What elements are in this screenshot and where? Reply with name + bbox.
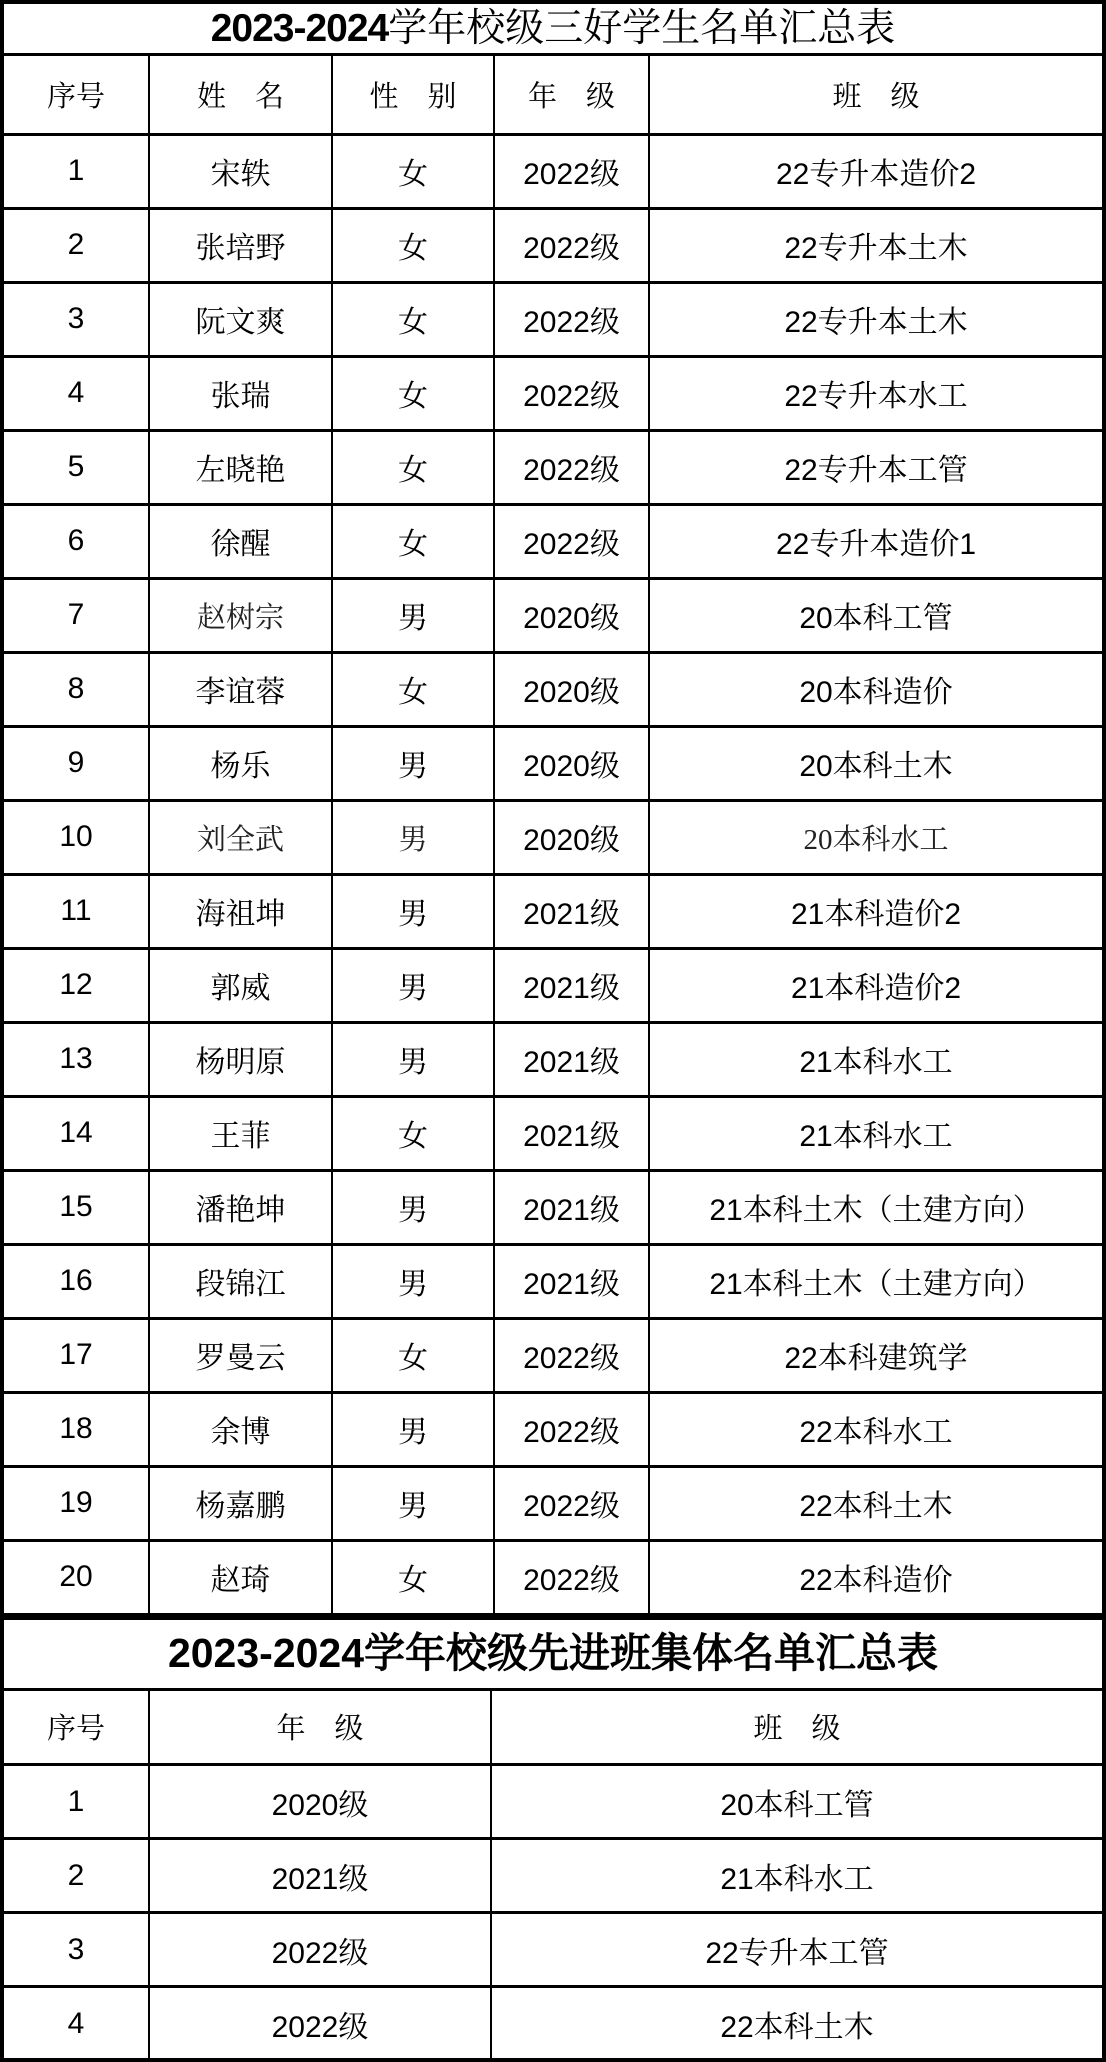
cell-grade: 2020级 (494, 578, 649, 652)
header-class: 班 级 (491, 1691, 1102, 1765)
cell-grade: 2020级 (494, 726, 649, 800)
cell-gender: 女 (332, 430, 494, 504)
cell-grade: 2022级 (494, 1466, 649, 1540)
cell-grade: 2022级 (494, 1540, 649, 1614)
table-row (4, 874, 1102, 948)
classes-table-body (4, 1765, 1102, 2061)
cell-class: 21本科造价2 (649, 948, 1102, 1022)
cell-grade: 2021级 (494, 1244, 649, 1318)
table-row (4, 726, 1102, 800)
cell-class: 21本科水工 (491, 1839, 1102, 1913)
cell-no: 1 (4, 1765, 149, 1839)
cell-grade: 2022级 (494, 430, 649, 504)
cell-class: 21本科造价2 (649, 874, 1102, 948)
cell-no: 4 (4, 356, 149, 430)
table-row (4, 282, 1102, 356)
table-row (4, 1022, 1102, 1096)
cell-grade: 2021级 (494, 1022, 649, 1096)
students-table-header-row (4, 56, 1102, 134)
cell-class: 21本科水工 (649, 1096, 1102, 1170)
table-row (4, 1392, 1102, 1466)
cell-grade: 2022级 (494, 208, 649, 282)
table-row (4, 504, 1102, 578)
cell-grade: 2020级 (494, 800, 649, 874)
cell-grade: 2020级 (494, 652, 649, 726)
cell-no: 3 (4, 282, 149, 356)
cell-name: 杨明原 (149, 1022, 332, 1096)
table-row (4, 1913, 1102, 1987)
cell-no: 4 (4, 1987, 149, 2061)
cell-name: 潘艳坤 (149, 1170, 332, 1244)
header-no: 序号 (4, 56, 149, 134)
cell-class: 22专升本土木 (649, 282, 1102, 356)
cell-name: 阮文爽 (149, 282, 332, 356)
cell-grade: 2022级 (149, 1987, 491, 2061)
table-row (4, 800, 1102, 874)
table-row (4, 356, 1102, 430)
cell-class: 22专升本水工 (649, 356, 1102, 430)
cell-gender: 男 (332, 948, 494, 1022)
cell-gender: 女 (332, 1318, 494, 1392)
cell-grade: 2022级 (494, 282, 649, 356)
table-row (4, 652, 1102, 726)
cell-class: 20本科水工 (649, 800, 1102, 874)
cell-class: 22本科建筑学 (649, 1318, 1102, 1392)
header-grade: 年 级 (149, 1691, 491, 1765)
cell-grade: 2022级 (494, 1318, 649, 1392)
cell-class: 22本科土木 (491, 1987, 1102, 2061)
cell-class: 20本科工管 (649, 578, 1102, 652)
cell-no: 6 (4, 504, 149, 578)
cell-no: 7 (4, 578, 149, 652)
cell-no: 2 (4, 1839, 149, 1913)
cell-class: 22专升本工管 (491, 1913, 1102, 1987)
cell-gender: 男 (332, 578, 494, 652)
cell-class: 20本科土木 (649, 726, 1102, 800)
cell-gender: 女 (332, 282, 494, 356)
cell-gender: 男 (332, 1466, 494, 1540)
cell-grade: 2021级 (494, 1170, 649, 1244)
table-row (4, 1096, 1102, 1170)
table-row (4, 1987, 1102, 2061)
cell-class: 22专升本土木 (649, 208, 1102, 282)
cell-gender: 男 (332, 1022, 494, 1096)
cell-gender: 女 (332, 1540, 494, 1614)
table-row (4, 1466, 1102, 1540)
cell-class: 21本科土木（土建方向） (649, 1244, 1102, 1318)
cell-no: 9 (4, 726, 149, 800)
students-table (4, 56, 1102, 1616)
table-row (4, 1318, 1102, 1392)
classes-table (4, 1691, 1102, 2062)
cell-class: 22本科水工 (649, 1392, 1102, 1466)
cell-no: 16 (4, 1244, 149, 1318)
cell-name: 赵琦 (149, 1540, 332, 1614)
table-row (4, 430, 1102, 504)
table1-title-years: 2023-2024 (210, 7, 389, 50)
cell-grade: 2022级 (494, 356, 649, 430)
cell-class: 22本科造价 (649, 1540, 1102, 1614)
cell-name: 罗曼云 (149, 1318, 332, 1392)
header-class: 班 级 (649, 56, 1102, 134)
cell-name: 杨嘉鹏 (149, 1466, 332, 1540)
classes-table-header-row (4, 1691, 1102, 1765)
cell-no: 5 (4, 430, 149, 504)
cell-name: 刘全武 (149, 800, 332, 874)
table1-title (4, 4, 1102, 56)
cell-class: 20本科造价 (649, 652, 1102, 726)
cell-name: 徐醒 (149, 504, 332, 578)
cell-class: 22专升本造价1 (649, 504, 1102, 578)
cell-no: 8 (4, 652, 149, 726)
cell-gender: 女 (332, 134, 494, 208)
table-row (4, 948, 1102, 1022)
cell-no: 17 (4, 1318, 149, 1392)
cell-gender: 女 (332, 652, 494, 726)
cell-no: 11 (4, 874, 149, 948)
cell-name: 郭威 (149, 948, 332, 1022)
table-row (4, 1540, 1102, 1614)
table-row (4, 578, 1102, 652)
cell-gender: 男 (332, 726, 494, 800)
table2-title: 2023-2024学年校级先进班集体名单汇总表 (4, 1616, 1102, 1691)
cell-grade: 2021级 (494, 948, 649, 1022)
cell-gender: 男 (332, 1392, 494, 1466)
cell-no: 19 (4, 1466, 149, 1540)
cell-grade: 2022级 (494, 504, 649, 578)
cell-grade: 2021级 (494, 874, 649, 948)
cell-class: 22本科土木 (649, 1466, 1102, 1540)
cell-no: 18 (4, 1392, 149, 1466)
table-row (4, 1765, 1102, 1839)
cell-name: 海祖坤 (149, 874, 332, 948)
cell-gender: 女 (332, 504, 494, 578)
cell-name: 余博 (149, 1392, 332, 1466)
cell-name: 宋轶 (149, 134, 332, 208)
cell-gender: 男 (332, 1170, 494, 1244)
cell-no: 10 (4, 800, 149, 874)
table-row (4, 1170, 1102, 1244)
cell-no: 1 (4, 134, 149, 208)
cell-grade: 2022级 (494, 134, 649, 208)
cell-class: 21本科土木（土建方向） (649, 1170, 1102, 1244)
cell-gender: 男 (332, 874, 494, 948)
table-row (4, 1839, 1102, 1913)
cell-name: 张瑞 (149, 356, 332, 430)
cell-name: 杨乐 (149, 726, 332, 800)
cell-no: 15 (4, 1170, 149, 1244)
cell-no: 2 (4, 208, 149, 282)
cell-grade: 2021级 (149, 1839, 491, 1913)
cell-grade: 2022级 (494, 1392, 649, 1466)
cell-class: 21本科水工 (649, 1022, 1102, 1096)
table1-title-text: 学年校级三好学生名单汇总表 (388, 7, 896, 50)
cell-name: 赵树宗 (149, 578, 332, 652)
cell-grade: 2020级 (149, 1765, 491, 1839)
cell-gender: 男 (332, 800, 494, 874)
header-name: 姓 名 (149, 56, 332, 134)
cell-class: 20本科工管 (491, 1765, 1102, 1839)
cell-name: 张培野 (149, 208, 332, 282)
cell-gender: 女 (332, 208, 494, 282)
cell-no: 3 (4, 1913, 149, 1987)
cell-name: 王菲 (149, 1096, 332, 1170)
cell-name: 左晓艳 (149, 430, 332, 504)
cell-no: 13 (4, 1022, 149, 1096)
table-row (4, 208, 1102, 282)
table-row (4, 1244, 1102, 1318)
cell-name: 段锦江 (149, 1244, 332, 1318)
header-gender: 性 别 (332, 56, 494, 134)
header-no: 序号 (4, 1691, 149, 1765)
cell-name: 李谊蓉 (149, 652, 332, 726)
header-grade: 年 级 (494, 56, 649, 134)
students-table-body (4, 134, 1102, 1614)
cell-class: 22专升本工管 (649, 430, 1102, 504)
cell-no: 14 (4, 1096, 149, 1170)
cell-gender: 男 (332, 1244, 494, 1318)
cell-no: 20 (4, 1540, 149, 1614)
cell-class: 22专升本造价2 (649, 134, 1102, 208)
table-row (4, 134, 1102, 208)
cell-gender: 女 (332, 1096, 494, 1170)
cell-grade: 2021级 (494, 1096, 649, 1170)
cell-gender: 女 (332, 356, 494, 430)
cell-grade: 2022级 (149, 1913, 491, 1987)
cell-no: 12 (4, 948, 149, 1022)
